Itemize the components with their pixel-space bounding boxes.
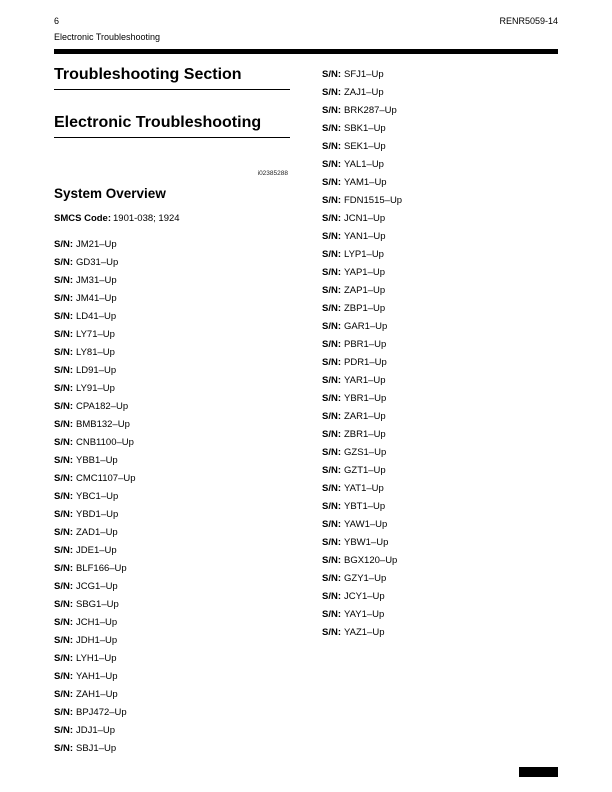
- sn-label: S/N:: [322, 123, 341, 134]
- sn-label: S/N:: [322, 87, 341, 98]
- sn-label: S/N:: [54, 581, 73, 592]
- chapter-rule: [54, 137, 290, 138]
- serial-number-row: [322, 408, 558, 426]
- serial-number-row: [54, 524, 290, 542]
- sn-value: BMB132–Up: [76, 419, 130, 430]
- serial-number-row: [322, 552, 558, 570]
- sn-value: LYP1–Up: [344, 249, 384, 260]
- sn-label: S/N:: [54, 617, 73, 628]
- sn-value: ZAD1–Up: [76, 527, 118, 538]
- sn-label: S/N:: [322, 411, 341, 422]
- serial-number-row: [54, 362, 290, 380]
- serial-number-row: [54, 254, 290, 272]
- serial-list-left: [54, 236, 290, 758]
- sn-value: LD41–Up: [76, 311, 117, 322]
- sn-value: ZAP1–Up: [344, 285, 386, 296]
- smcs-value: 1901-038; 1924: [113, 213, 180, 224]
- sn-label: S/N:: [322, 573, 341, 584]
- topic-title: System Overview: [54, 186, 166, 201]
- sn-label: S/N:: [54, 419, 73, 430]
- serial-number-row: [54, 344, 290, 362]
- serial-number-row: [54, 542, 290, 560]
- serial-number-row: [54, 740, 290, 758]
- chapter-title: Electronic Troubleshooting: [54, 114, 262, 131]
- sn-value: CMC1107–Up: [76, 473, 136, 484]
- serial-number-row: [54, 452, 290, 470]
- serial-number-row: [322, 354, 558, 372]
- serial-number-row: [322, 174, 558, 192]
- sn-value: JCY1–Up: [344, 591, 385, 602]
- sn-value: CNB1100–Up: [76, 437, 134, 448]
- serial-number-row: [322, 246, 558, 264]
- sn-value: YAT1–Up: [344, 483, 384, 494]
- sn-value: YAP1–Up: [344, 267, 386, 278]
- sn-label: S/N:: [322, 357, 341, 368]
- sn-label: S/N:: [322, 105, 341, 116]
- serial-number-row: [322, 192, 558, 210]
- sn-value: YAM1–Up: [344, 177, 387, 188]
- sn-label: S/N:: [322, 393, 341, 404]
- left-column: [54, 60, 290, 758]
- smcs-label: SMCS Code:: [54, 213, 111, 224]
- smcs-line: [54, 213, 290, 225]
- sn-value: YAY1–Up: [344, 609, 385, 620]
- sn-label: S/N:: [54, 509, 73, 520]
- sn-value: JCN1–Up: [344, 213, 386, 224]
- doc-code: RENR5059-14: [499, 16, 558, 26]
- sn-value: BRK287–Up: [344, 105, 397, 116]
- serial-number-row: [322, 534, 558, 552]
- sn-label: S/N:: [54, 671, 73, 682]
- serial-number-row: [322, 588, 558, 606]
- sn-label: S/N:: [322, 177, 341, 188]
- sn-value: JDJ1–Up: [76, 725, 116, 736]
- serial-number-row: [322, 462, 558, 480]
- sn-label: S/N:: [322, 339, 341, 350]
- serial-number-row: [322, 120, 558, 138]
- sn-value: YAN1–Up: [344, 231, 386, 242]
- serial-number-row: [322, 156, 558, 174]
- serial-number-row: [54, 506, 290, 524]
- serial-number-row: [322, 318, 558, 336]
- sn-value: ZBP1–Up: [344, 303, 386, 314]
- sn-label: S/N:: [322, 447, 341, 458]
- sn-value: GZY1–Up: [344, 573, 387, 584]
- serial-number-row: [322, 426, 558, 444]
- sn-label: S/N:: [54, 599, 73, 610]
- sn-value: LD91–Up: [76, 365, 117, 376]
- topic-id: i02385288: [257, 170, 288, 177]
- serial-number-row: [54, 308, 290, 326]
- serial-number-row: [322, 498, 558, 516]
- serial-number-row: [322, 372, 558, 390]
- sn-value: YAZ1–Up: [344, 627, 385, 638]
- sn-label: S/N:: [322, 285, 341, 296]
- sn-value: JM21–Up: [76, 239, 117, 250]
- sn-label: S/N:: [54, 257, 73, 268]
- serial-number-row: [54, 560, 290, 578]
- sn-value: JCG1–Up: [76, 581, 118, 592]
- sn-value: YBR1–Up: [344, 393, 387, 404]
- sn-value: PBR1–Up: [344, 339, 387, 350]
- sn-label: S/N:: [54, 707, 73, 718]
- serial-number-row: [54, 326, 290, 344]
- sn-value: PDR1–Up: [344, 357, 387, 368]
- sn-label: S/N:: [54, 545, 73, 556]
- sn-label: S/N:: [54, 635, 73, 646]
- sn-label: S/N:: [54, 293, 73, 304]
- serial-number-row: [322, 570, 558, 588]
- sn-label: S/N:: [322, 141, 341, 152]
- sn-value: YBC1–Up: [76, 491, 119, 502]
- serial-number-row: [54, 596, 290, 614]
- serial-number-row: [54, 668, 290, 686]
- section-rule: [54, 89, 290, 90]
- sn-value: SEK1–Up: [344, 141, 386, 152]
- sn-label: S/N:: [54, 329, 73, 340]
- section-title: Troubleshooting Section: [54, 66, 242, 83]
- sn-label: S/N:: [322, 213, 341, 224]
- serial-number-row: [322, 390, 558, 408]
- sn-value: ZAH1–Up: [76, 689, 118, 700]
- sn-label: S/N:: [54, 473, 73, 484]
- serial-number-row: [54, 236, 290, 254]
- serial-number-row: [54, 614, 290, 632]
- serial-number-row: [54, 416, 290, 434]
- sn-label: S/N:: [54, 563, 73, 574]
- sn-label: S/N:: [322, 501, 341, 512]
- serial-number-row: [322, 138, 558, 156]
- sn-value: YBW1–Up: [344, 537, 389, 548]
- sn-value: SBJ1–Up: [76, 743, 117, 754]
- sn-label: S/N:: [322, 537, 341, 548]
- sn-label: S/N:: [54, 491, 73, 502]
- sn-label: S/N:: [322, 267, 341, 278]
- serial-number-row: [322, 282, 558, 300]
- sn-value: ZBR1–Up: [344, 429, 386, 440]
- sn-label: S/N:: [322, 609, 341, 620]
- sn-value: GAR1–Up: [344, 321, 388, 332]
- sn-label: S/N:: [322, 375, 341, 386]
- sn-label: S/N:: [54, 725, 73, 736]
- sn-label: S/N:: [322, 483, 341, 494]
- sn-label: S/N:: [322, 429, 341, 440]
- serial-number-row: [322, 84, 558, 102]
- sn-value: YAH1–Up: [76, 671, 118, 682]
- page-header: [54, 16, 558, 43]
- serial-number-row: [54, 398, 290, 416]
- sn-label: S/N:: [322, 465, 341, 476]
- serial-number-row: [54, 434, 290, 452]
- sn-value: YBT1–Up: [344, 501, 386, 512]
- sn-label: S/N:: [322, 519, 341, 530]
- sn-value: LYH1–Up: [76, 653, 117, 664]
- header-subtitle: Electronic Troubleshooting: [54, 32, 161, 42]
- header-rule: [54, 49, 558, 54]
- serial-number-row: [322, 606, 558, 624]
- serial-number-row: [54, 488, 290, 506]
- sn-label: S/N:: [54, 743, 73, 754]
- sn-value: JCH1–Up: [76, 617, 118, 628]
- serial-number-row: [54, 722, 290, 740]
- sn-label: S/N:: [322, 555, 341, 566]
- right-column: [322, 60, 558, 758]
- serial-list-right: [322, 66, 558, 642]
- sn-label: S/N:: [54, 527, 73, 538]
- serial-number-row: [54, 686, 290, 704]
- serial-number-row: [322, 210, 558, 228]
- sn-value: JM31–Up: [76, 275, 117, 286]
- sn-value: FDN1515–Up: [344, 195, 403, 206]
- serial-number-row: [54, 272, 290, 290]
- serial-number-row: [54, 650, 290, 668]
- serial-number-row: [322, 228, 558, 246]
- serial-number-row: [322, 66, 558, 84]
- sn-value: YAL1–Up: [344, 159, 384, 170]
- sn-value: YBD1–Up: [76, 509, 119, 520]
- serial-number-row: [54, 632, 290, 650]
- serial-number-row: [54, 704, 290, 722]
- sn-label: S/N:: [322, 591, 341, 602]
- sn-value: CPA182–Up: [76, 401, 129, 412]
- sn-value: LY71–Up: [76, 329, 115, 340]
- sn-value: ZAJ1–Up: [344, 87, 384, 98]
- footer-corner-mark: [519, 767, 558, 777]
- serial-number-row: [54, 290, 290, 308]
- page-number: 6: [54, 16, 60, 26]
- serial-number-row: [54, 470, 290, 488]
- sn-label: S/N:: [322, 249, 341, 260]
- sn-label: S/N:: [322, 303, 341, 314]
- page-content: [54, 60, 558, 758]
- sn-value: JDH1–Up: [76, 635, 118, 646]
- sn-value: BPJ472–Up: [76, 707, 127, 718]
- sn-value: GZT1–Up: [344, 465, 386, 476]
- sn-label: S/N:: [322, 627, 341, 638]
- serial-number-row: [322, 264, 558, 282]
- sn-value: GZS1–Up: [344, 447, 387, 458]
- sn-label: S/N:: [54, 383, 73, 394]
- sn-value: SBK1–Up: [344, 123, 386, 134]
- sn-label: S/N:: [322, 321, 341, 332]
- serial-number-row: [322, 516, 558, 534]
- sn-label: S/N:: [54, 239, 73, 250]
- sn-label: S/N:: [322, 69, 341, 80]
- sn-value: GD31–Up: [76, 257, 119, 268]
- sn-value: YBB1–Up: [76, 455, 118, 466]
- serial-number-row: [322, 444, 558, 462]
- sn-value: BLF166–Up: [76, 563, 127, 574]
- serial-number-row: [322, 624, 558, 642]
- sn-label: S/N:: [54, 347, 73, 358]
- sn-label: S/N:: [322, 195, 341, 206]
- sn-value: LY81–Up: [76, 347, 115, 358]
- sn-value: SFJ1–Up: [344, 69, 384, 80]
- sn-label: S/N:: [54, 401, 73, 412]
- serial-number-row: [54, 380, 290, 398]
- sn-value: JM41–Up: [76, 293, 117, 304]
- serial-number-row: [322, 480, 558, 498]
- sn-value: YAR1–Up: [344, 375, 386, 386]
- sn-label: S/N:: [54, 275, 73, 286]
- sn-label: S/N:: [322, 159, 341, 170]
- sn-value: ZAR1–Up: [344, 411, 386, 422]
- sn-label: S/N:: [54, 311, 73, 322]
- sn-label: S/N:: [54, 365, 73, 376]
- sn-label: S/N:: [54, 455, 73, 466]
- sn-value: YAW1–Up: [344, 519, 388, 530]
- sn-value: JDE1–Up: [76, 545, 117, 556]
- sn-label: S/N:: [322, 231, 341, 242]
- sn-label: S/N:: [54, 689, 73, 700]
- sn-value: BGX120–Up: [344, 555, 398, 566]
- serial-number-row: [322, 336, 558, 354]
- sn-value: SBG1–Up: [76, 599, 119, 610]
- serial-number-row: [322, 102, 558, 120]
- serial-number-row: [54, 578, 290, 596]
- sn-value: LY91–Up: [76, 383, 115, 394]
- serial-number-row: [322, 300, 558, 318]
- sn-label: S/N:: [54, 437, 73, 448]
- sn-label: S/N:: [54, 653, 73, 664]
